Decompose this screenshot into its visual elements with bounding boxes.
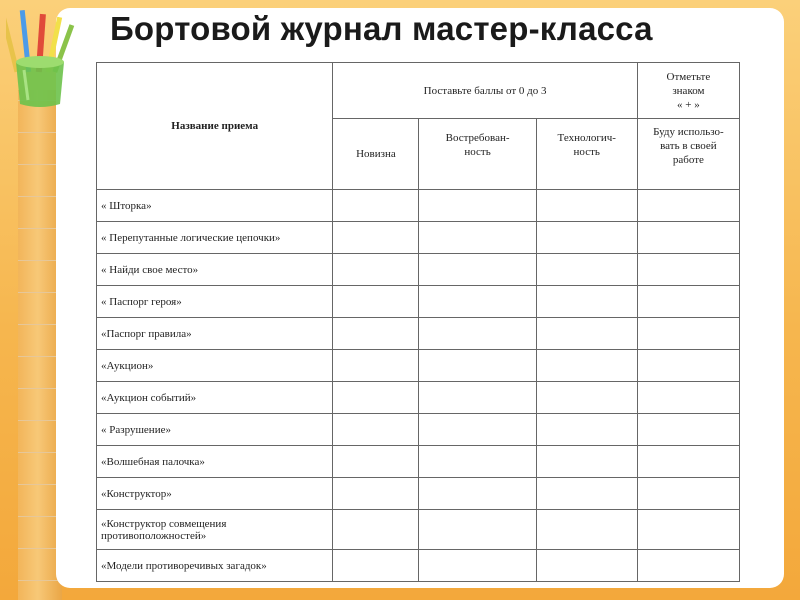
manufacturability-score-cell[interactable] xyxy=(536,382,637,414)
demand-score-cell[interactable] xyxy=(419,190,536,222)
novelty-score-cell[interactable] xyxy=(333,254,419,286)
table-row xyxy=(97,550,740,582)
technique-name-cell: «Волшебная палочка» xyxy=(97,446,333,478)
will-use-mark-cell[interactable] xyxy=(637,382,739,414)
novelty-score-cell[interactable] xyxy=(333,550,419,582)
demand-score-cell[interactable] xyxy=(419,382,536,414)
technique-name-cell: « Найди свое место» xyxy=(97,254,333,286)
manufacturability-score-cell[interactable] xyxy=(536,254,637,286)
header-label: Новизна xyxy=(356,148,396,160)
will-use-mark-cell[interactable] xyxy=(637,478,739,510)
technique-name-cell: « Разрушение» xyxy=(97,414,333,446)
will-use-mark-cell[interactable] xyxy=(637,254,739,286)
demand-score-cell[interactable] xyxy=(419,318,536,350)
header-label: ность xyxy=(464,146,491,158)
header-mark-line: Отметьте xyxy=(666,70,711,83)
header-mark-group xyxy=(637,63,739,119)
novelty-score-cell[interactable] xyxy=(333,350,419,382)
technique-name-cell: «Аукцион» xyxy=(97,350,333,382)
will-use-mark-cell[interactable] xyxy=(637,550,739,582)
header-label: Технологич- xyxy=(557,132,616,144)
demand-score-cell[interactable] xyxy=(419,222,536,254)
technique-name-cell: «Аукцион событий» xyxy=(97,382,333,414)
novelty-score-cell[interactable] xyxy=(333,510,419,550)
header-label: работе xyxy=(672,154,704,166)
will-use-mark-cell[interactable] xyxy=(637,414,739,446)
will-use-mark-cell[interactable] xyxy=(637,318,739,350)
novelty-score-cell[interactable] xyxy=(333,382,419,414)
header-label: вать в своей xyxy=(660,140,717,152)
table-row xyxy=(97,190,740,222)
technique-name-cell: « Шторка» xyxy=(97,190,333,222)
technique-name-cell: «Паспорг правила» xyxy=(97,318,333,350)
manufacturability-score-cell[interactable] xyxy=(536,446,637,478)
novelty-score-cell[interactable] xyxy=(333,478,419,510)
table-row xyxy=(97,254,740,286)
novelty-score-cell[interactable] xyxy=(333,222,419,254)
will-use-mark-cell[interactable] xyxy=(637,446,739,478)
manufacturability-score-cell[interactable] xyxy=(536,318,637,350)
table-row xyxy=(97,446,740,478)
manufacturability-score-cell[interactable] xyxy=(536,414,637,446)
table-row xyxy=(97,318,740,350)
will-use-mark-cell[interactable] xyxy=(637,286,739,318)
demand-score-cell[interactable] xyxy=(419,550,536,582)
demand-score-cell[interactable] xyxy=(419,350,536,382)
header-technique-name: Название приема xyxy=(97,63,333,190)
manufacturability-score-cell[interactable] xyxy=(536,286,637,318)
will-use-mark-cell[interactable] xyxy=(637,190,739,222)
demand-score-cell[interactable] xyxy=(419,478,536,510)
table-row xyxy=(97,382,740,414)
table-row xyxy=(97,510,740,550)
demand-score-cell[interactable] xyxy=(419,446,536,478)
technique-name-cell: « Перепутанные логические цепочки» xyxy=(97,222,333,254)
will-use-mark-cell[interactable] xyxy=(637,222,739,254)
master-class-log-table xyxy=(96,62,740,582)
will-use-mark-cell[interactable] xyxy=(637,350,739,382)
header-label: Востребован- xyxy=(445,132,510,144)
manufacturability-score-cell[interactable] xyxy=(536,222,637,254)
technique-name-cell: «Конструктор» xyxy=(97,478,333,510)
table-row xyxy=(97,286,740,318)
header-label: Буду использо- xyxy=(653,126,724,138)
technique-name-cell: «Конструктор совмещения противоположностей» xyxy=(97,510,333,550)
demand-score-cell[interactable] xyxy=(419,254,536,286)
header-label: ность xyxy=(573,146,600,158)
header-novelty xyxy=(333,119,419,190)
novelty-score-cell[interactable] xyxy=(333,414,419,446)
manufacturability-score-cell[interactable] xyxy=(536,478,637,510)
demand-score-cell[interactable] xyxy=(419,510,536,550)
will-use-mark-cell[interactable] xyxy=(637,510,739,550)
table-header-row xyxy=(97,63,740,119)
demand-score-cell[interactable] xyxy=(419,286,536,318)
table-row xyxy=(97,222,740,254)
ruler-tick xyxy=(18,580,62,581)
table-row xyxy=(97,478,740,510)
table-row xyxy=(97,414,740,446)
header-manufacturability xyxy=(536,119,637,190)
manufacturability-score-cell[interactable] xyxy=(536,510,637,550)
header-score-group: Поставьте баллы от 0 до 3 xyxy=(333,63,637,119)
technique-name-cell: « Паспорг героя» xyxy=(97,286,333,318)
novelty-score-cell[interactable] xyxy=(333,318,419,350)
header-demand xyxy=(419,119,536,190)
novelty-score-cell[interactable] xyxy=(333,446,419,478)
demand-score-cell[interactable] xyxy=(419,414,536,446)
manufacturability-score-cell[interactable] xyxy=(536,350,637,382)
manufacturability-score-cell[interactable] xyxy=(536,190,637,222)
technique-name-cell: «Модели противоречивых загадок» xyxy=(97,550,333,582)
header-mark-line: знаком xyxy=(672,84,705,97)
manufacturability-score-cell[interactable] xyxy=(536,550,637,582)
table-row xyxy=(97,350,740,382)
pencil-cup-icon xyxy=(6,10,76,110)
header-will-use xyxy=(637,119,739,190)
page-title: Бортовой журнал мастер-класса xyxy=(110,10,653,47)
header-mark-line: « + » xyxy=(677,98,700,111)
novelty-score-cell[interactable] xyxy=(333,286,419,318)
novelty-score-cell[interactable] xyxy=(333,190,419,222)
